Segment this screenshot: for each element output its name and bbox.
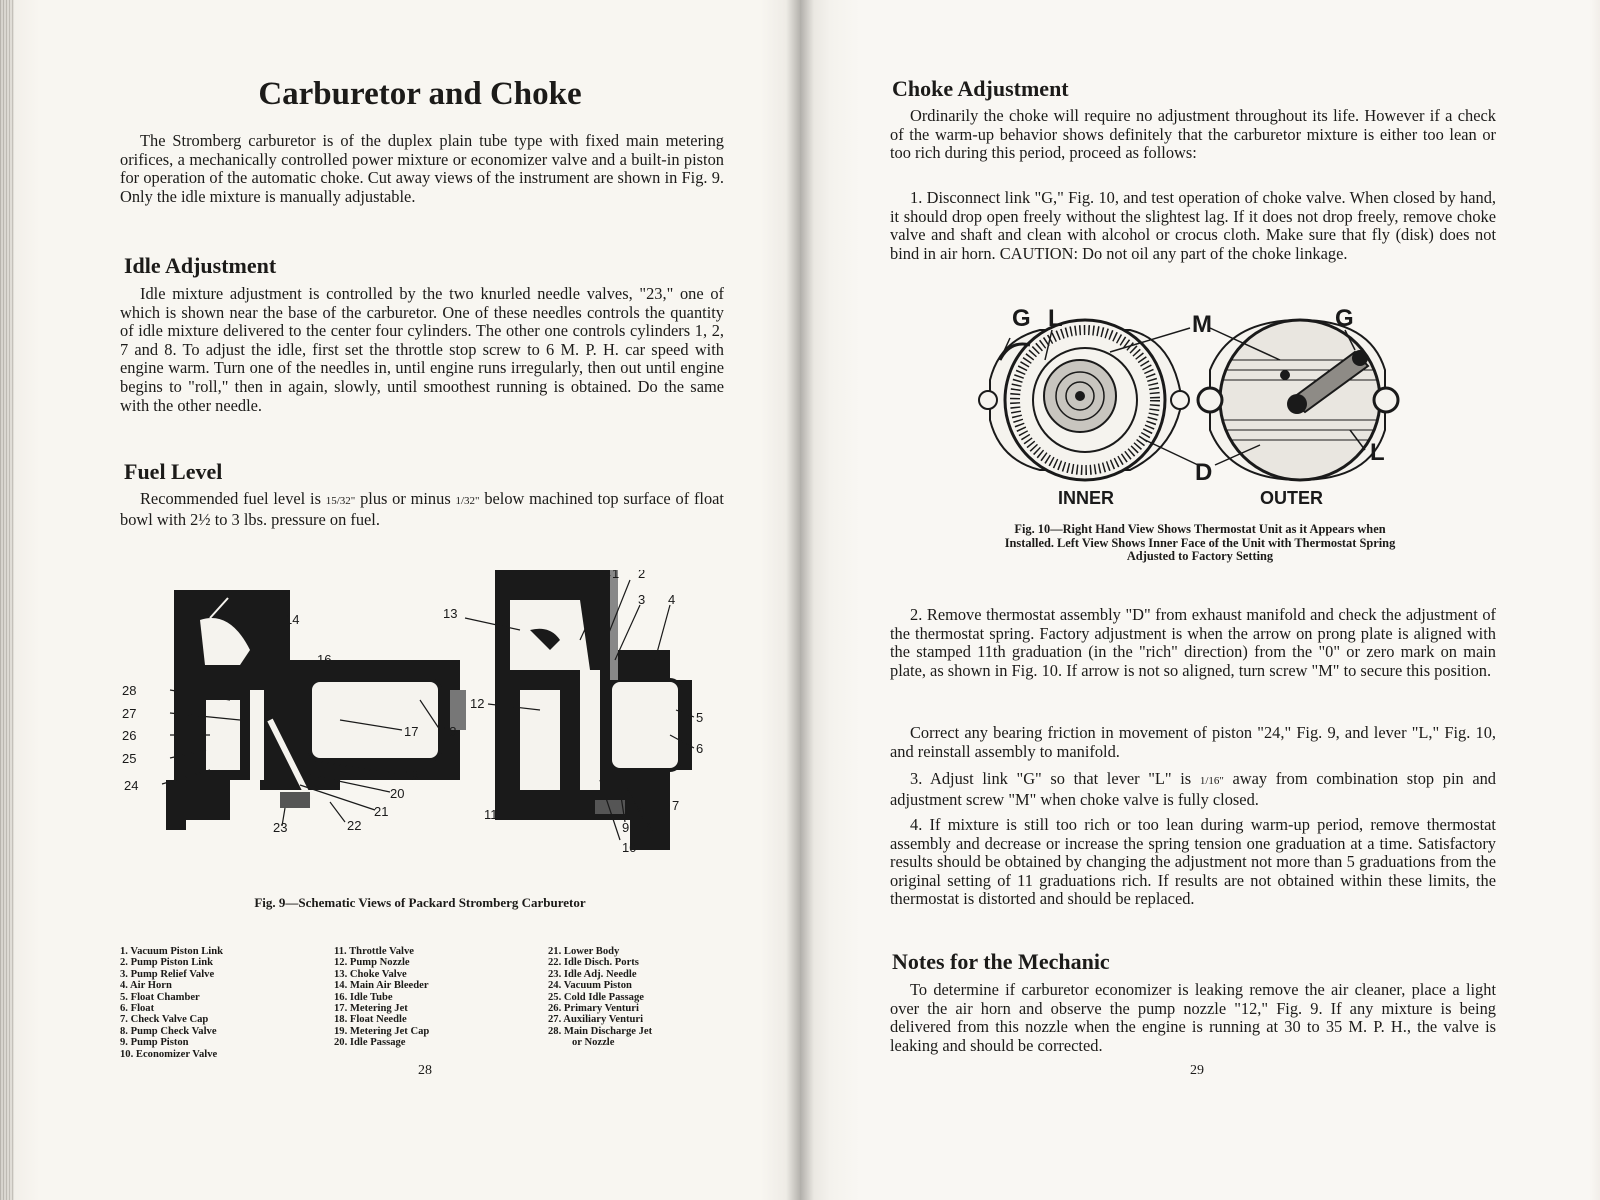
callout-1: 1 xyxy=(612,570,620,581)
idle-adjustment-heading: Idle Adjustment xyxy=(124,253,277,278)
thermostat-inner-view xyxy=(979,320,1189,480)
legend-item: 24. Vacuum Piston xyxy=(548,980,632,992)
choke-intro-paragraph: Ordinarily the choke will require no adjustment throughout its life. However if a check of the warm-up behavior shows definitely that the carburetor mixture is either too lean or too rich during this period, proceed as follows: xyxy=(890,106,1496,163)
legend-item: 13. Choke Valve xyxy=(334,968,407,980)
step-4-paragraph: 4. If mixture is still too rich or too lean during warm-up period, remove thermostat assembly and decrease or increase the spring tension one graduation at a time. Satisfactory results should be obtained by changing the adjustment not more than 5 graduations from the original setting of 11 graduations rich. If results are not obtained within these limits, the thermostat is distorted and should be replaced. xyxy=(890,815,1496,909)
legend-item: 1. Vacuum Piston Link xyxy=(120,946,224,957)
legend-item: 3. Pump Relief Valve xyxy=(120,968,215,980)
legend-item: 18. Float Needle xyxy=(334,1014,407,1026)
callout-3: 3 xyxy=(638,592,646,607)
callout-24: 24 xyxy=(124,778,139,793)
thermostat-figure xyxy=(970,300,1410,515)
fuel-fraction-2: 1/32" xyxy=(455,495,480,507)
legend-item: 14. Main Air Bleeder xyxy=(334,980,429,992)
page-title: Carburetor and Choke xyxy=(258,76,582,112)
thermostat-outer-view xyxy=(1198,320,1398,480)
callout-11: 11 xyxy=(484,807,498,822)
fuel-text-1: Recommended fuel level is xyxy=(140,489,326,508)
callout-14: 14 xyxy=(285,612,300,627)
figure-9-caption: Fig. 9—Schematic Views of Packard Stromberg Carburetor xyxy=(254,895,586,910)
callout-13: 13 xyxy=(443,606,458,621)
callout-20: 20 xyxy=(390,786,405,801)
legend-column-3 xyxy=(548,946,652,1049)
callout-12: 12 xyxy=(470,696,485,711)
legend-column-2 xyxy=(334,946,429,1049)
label-g-right: G xyxy=(1335,305,1354,332)
legend-item: 28. Main Discharge Jet xyxy=(548,1025,653,1037)
callout-18: 18 xyxy=(442,724,457,739)
callout-21: 21 xyxy=(374,804,389,819)
callout-19: 19 xyxy=(404,768,419,783)
legend-column-1 xyxy=(120,946,223,1060)
legend-item: 9. Pump Piston xyxy=(120,1037,189,1049)
step-3-text-a: 3. Adjust link "G" so that lever "L" is xyxy=(910,769,1200,788)
fuel-fraction-1: 15/32" xyxy=(325,495,356,507)
legend-item: 21. Lower Body xyxy=(548,946,620,957)
page-number-right: 29 xyxy=(1190,1063,1204,1078)
fuel-text-3: below machined top surface of float bowl with 2½ to 3 lbs. pressure on fuel. xyxy=(120,489,724,529)
callout-10: 10 xyxy=(622,840,637,855)
choke-adjustment-heading: Choke Adjustment xyxy=(892,76,1069,101)
legend-item: 26. Primary Venturi xyxy=(548,1003,639,1015)
callout-2: 2 xyxy=(638,570,646,581)
callout-9: 9 xyxy=(622,820,630,835)
callout-17: 17 xyxy=(404,724,419,739)
step-2b-paragraph: Correct any bearing friction in movement of piston "24," Fig. 9, and lever "L," Fig. 10, and reinstall assembly to manifold. xyxy=(890,723,1496,761)
callout-22: 22 xyxy=(347,818,362,833)
legend-item: 16. Idle Tube xyxy=(334,991,393,1003)
carburetor-left-view xyxy=(166,590,466,830)
notes-heading: Notes for the Mechanic xyxy=(892,949,1110,974)
label-m: M xyxy=(1192,311,1212,338)
book-gutter xyxy=(786,0,814,1200)
callout-26: 26 xyxy=(122,728,137,743)
step-3-fraction: 1/16" xyxy=(1199,775,1224,787)
legend-item: 23. Idle Adj. Needle xyxy=(548,968,637,980)
label-inner: INNER xyxy=(1058,488,1115,508)
page-number-left: 28 xyxy=(418,1063,432,1078)
legend-item: 27. Auxiliary Venturi xyxy=(548,1014,644,1026)
label-d: D xyxy=(1195,459,1213,486)
legend-item: 6. Float xyxy=(120,1003,155,1015)
step-3-paragraph xyxy=(890,770,1496,809)
callout-16: 16 xyxy=(317,652,332,667)
legend-item: 11. Throttle Valve xyxy=(334,946,414,957)
intro-paragraph: The Stromberg carburetor is of the duplex plain tube type with fixed main metering orifices, a mechanically controlled power mixture or economizer valve and a built-in piston for operation of the automatic choke. Cut away views of the instrument are shown in Fig. 9. Only the idle mixture is manually adjustable. xyxy=(120,131,724,206)
legend-item: 7. Check Valve Cap xyxy=(120,1014,209,1026)
step-3-text-b: away from combination stop pin and adjustment screw "M" when choke valve is fully closed. xyxy=(890,769,1497,809)
legend-item: 10. Economizer Valve xyxy=(120,1048,218,1060)
page-edges xyxy=(0,0,14,1200)
step-2-paragraph: 2. Remove thermostat assembly "D" from exhaust manifold and check the adjustment of the thermostat spring. Factory adjustment is when the arrow on prong plate is aligned with the stamped 11th graduation (in the "rich" direction) from the "0" or zero mark on main plate, as shown in Fig. 10. If arrow is not so aligned, turn screw "M" to secure this position. xyxy=(890,605,1496,680)
callout-7: 7 xyxy=(672,798,680,813)
legend-item: 19. Metering Jet Cap xyxy=(334,1025,430,1037)
legend-item: 5. Float Chamber xyxy=(120,991,200,1003)
fuel-level-paragraph xyxy=(120,490,724,529)
legend-item: 25. Cold Idle Passage xyxy=(548,991,644,1003)
legend-item: 17. Metering Jet xyxy=(334,1003,408,1015)
fuel-text-2: plus or minus xyxy=(355,489,456,508)
callout-5: 5 xyxy=(696,710,704,725)
callout-8: 8 xyxy=(646,820,654,835)
label-outer: OUTER xyxy=(1260,488,1323,508)
idle-adjustment-paragraph: Idle mixture adjustment is controlled by the two knurled needle valves, "23," one of which is shown near the base of the carburetor. One of these needles controls the quantity of idle mixture delivered to the center four cylinders. The other one controls cylinders 1, 2, 7 and 8. To adjust the idle, first set the throttle stop screw to 6 M. P. H. car speed with engine warm. Turn one of the needles in, until engine runs irregularly, then out until engine begins to "roll," then in again, slowly, until smoothest running is obtained. Do the same with the other needle. xyxy=(120,284,724,415)
callout-28: 28 xyxy=(122,683,137,698)
label-l-right: L xyxy=(1370,439,1385,466)
legend-item: 12. Pump Nozzle xyxy=(334,957,410,969)
label-g-left: G xyxy=(1012,305,1031,332)
right-page xyxy=(800,0,1600,1200)
legend-item: 2. Pump Piston Link xyxy=(120,957,214,969)
legend-item: 22. Idle Disch. Ports xyxy=(548,957,639,969)
figure-10-caption: Fig. 10—Right Hand View Shows Thermostat Unit as it Appears when Installed. Left View Shows Inner Face of the Unit with Thermostat Spring Adjusted to Factory Setting xyxy=(1004,522,1396,564)
fuel-level-heading: Fuel Level xyxy=(124,459,223,484)
callout-6: 6 xyxy=(696,741,704,756)
step-1-paragraph: 1. Disconnect link "G," Fig. 10, and test operation of choke valve. When closed by hand, it should drop open freely without the slightest lag. If it does not drop freely, remove choke valve and shaft and clean with alcohol or crocus cloth. Make sure that fly (disk) does not bind in air horn. CAUTION: Do not oil any part of the choke linkage. xyxy=(890,188,1496,263)
callout-23: 23 xyxy=(273,820,288,835)
callout-25: 25 xyxy=(122,751,137,766)
callout-27: 27 xyxy=(122,706,137,721)
notes-paragraph: To determine if carburetor economizer is leaking remove the air cleaner, place a light over the air horn and observe the pump nozzle "12," Fig. 9. If any mixture is being delivered from this nozzle when the engine is running at 30 to 35 M. P. H., the valve is leaking and should be corrected. xyxy=(890,980,1496,1055)
carburetor-schematic xyxy=(110,570,730,880)
legend-item: 8. Pump Check Valve xyxy=(120,1025,217,1037)
callout-4: 4 xyxy=(668,592,676,607)
legend-item: 4. Air Horn xyxy=(120,980,172,992)
legend-item: 20. Idle Passage xyxy=(334,1037,406,1049)
legend-item: or Nozzle xyxy=(572,1037,615,1049)
label-l-left: L xyxy=(1048,305,1063,332)
